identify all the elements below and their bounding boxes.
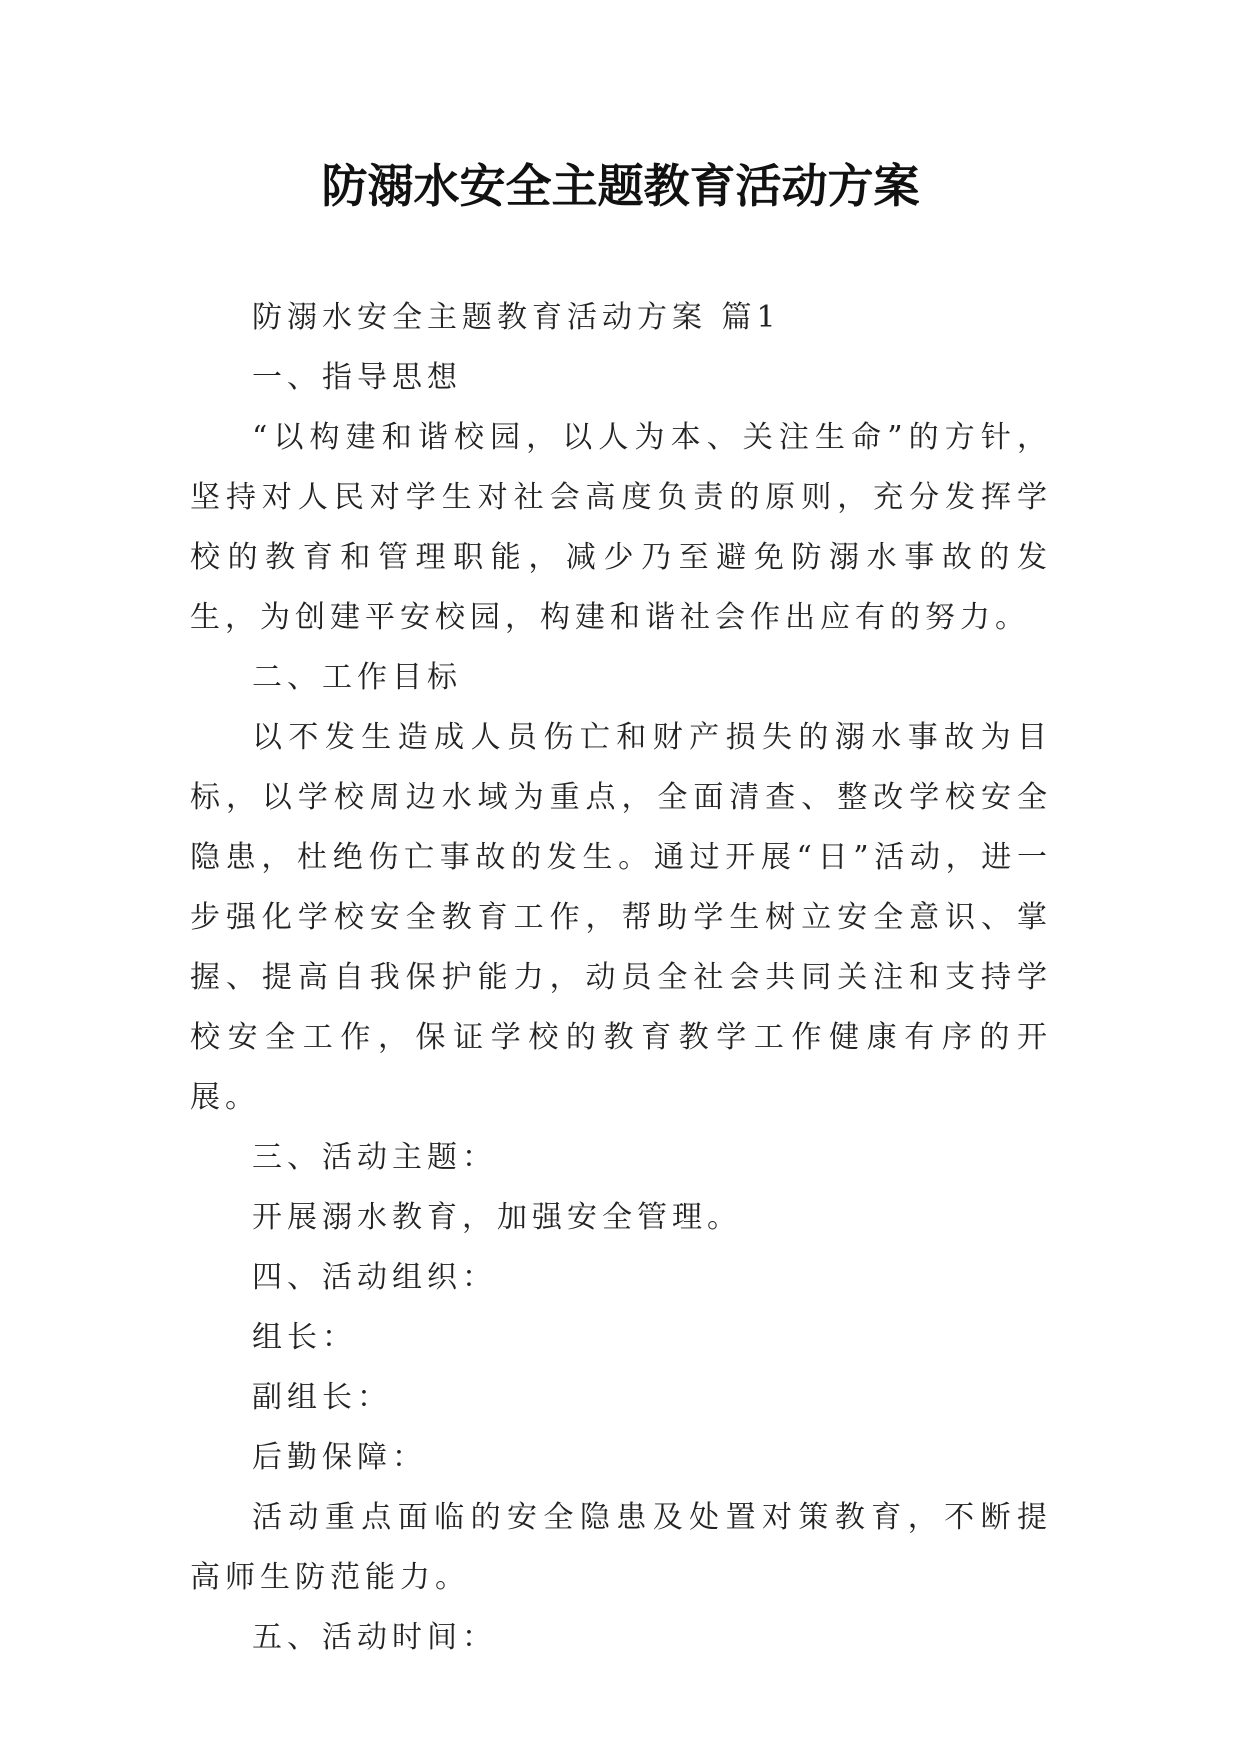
body-paragraph: 以不发生造成人员伤亡和财产损失的溺水事故为目标，以学校周边水域为重点，全面清查、整改学校安全隐患，杜绝伤亡事故的发生。通过开展“日”活动，进一步强化学校安全教育工作，帮助学生树立安全意识、掌握、提高自我保护能力，动员全社会共同关注和支持学校安全工作，保证学校的教育教学工作健康有序的开展。 [190, 720, 1052, 1115]
section-heading: 三、活动主题： [252, 1140, 497, 1175]
section-heading: 一、指导思想 [252, 360, 462, 395]
body-paragraph: 组长： [252, 1320, 357, 1355]
section-heading: 二、工作目标 [252, 660, 462, 695]
document-title: 防溺水安全主题教育活动方案 [321, 159, 920, 213]
section-heading: 防溺水安全主题教育活动方案 篇1 [252, 300, 781, 335]
document-body [190, 288, 1052, 1668]
body-paragraph: 副组长： [252, 1380, 392, 1415]
section-heading: 四、活动组织： [252, 1260, 497, 1295]
body-paragraph: 后勤保障： [252, 1440, 427, 1475]
body-paragraph: 开展溺水教育，加强安全管理。 [252, 1200, 742, 1235]
body-paragraph: 活动重点面临的安全隐患及处置对策教育，不断提高师生防范能力。 [190, 1500, 1052, 1595]
body-paragraph: “以构建和谐校园，以人为本、关注生命”的方针，坚持对人民对学生对社会高度负责的原则，充分发挥学校的教育和管理职能，减少乃至避免防溺水事故的发生，为创建平安校园，构建和谐社会作出应有的努力。 [190, 420, 1052, 635]
section-heading: 五、活动时间： [252, 1620, 497, 1655]
